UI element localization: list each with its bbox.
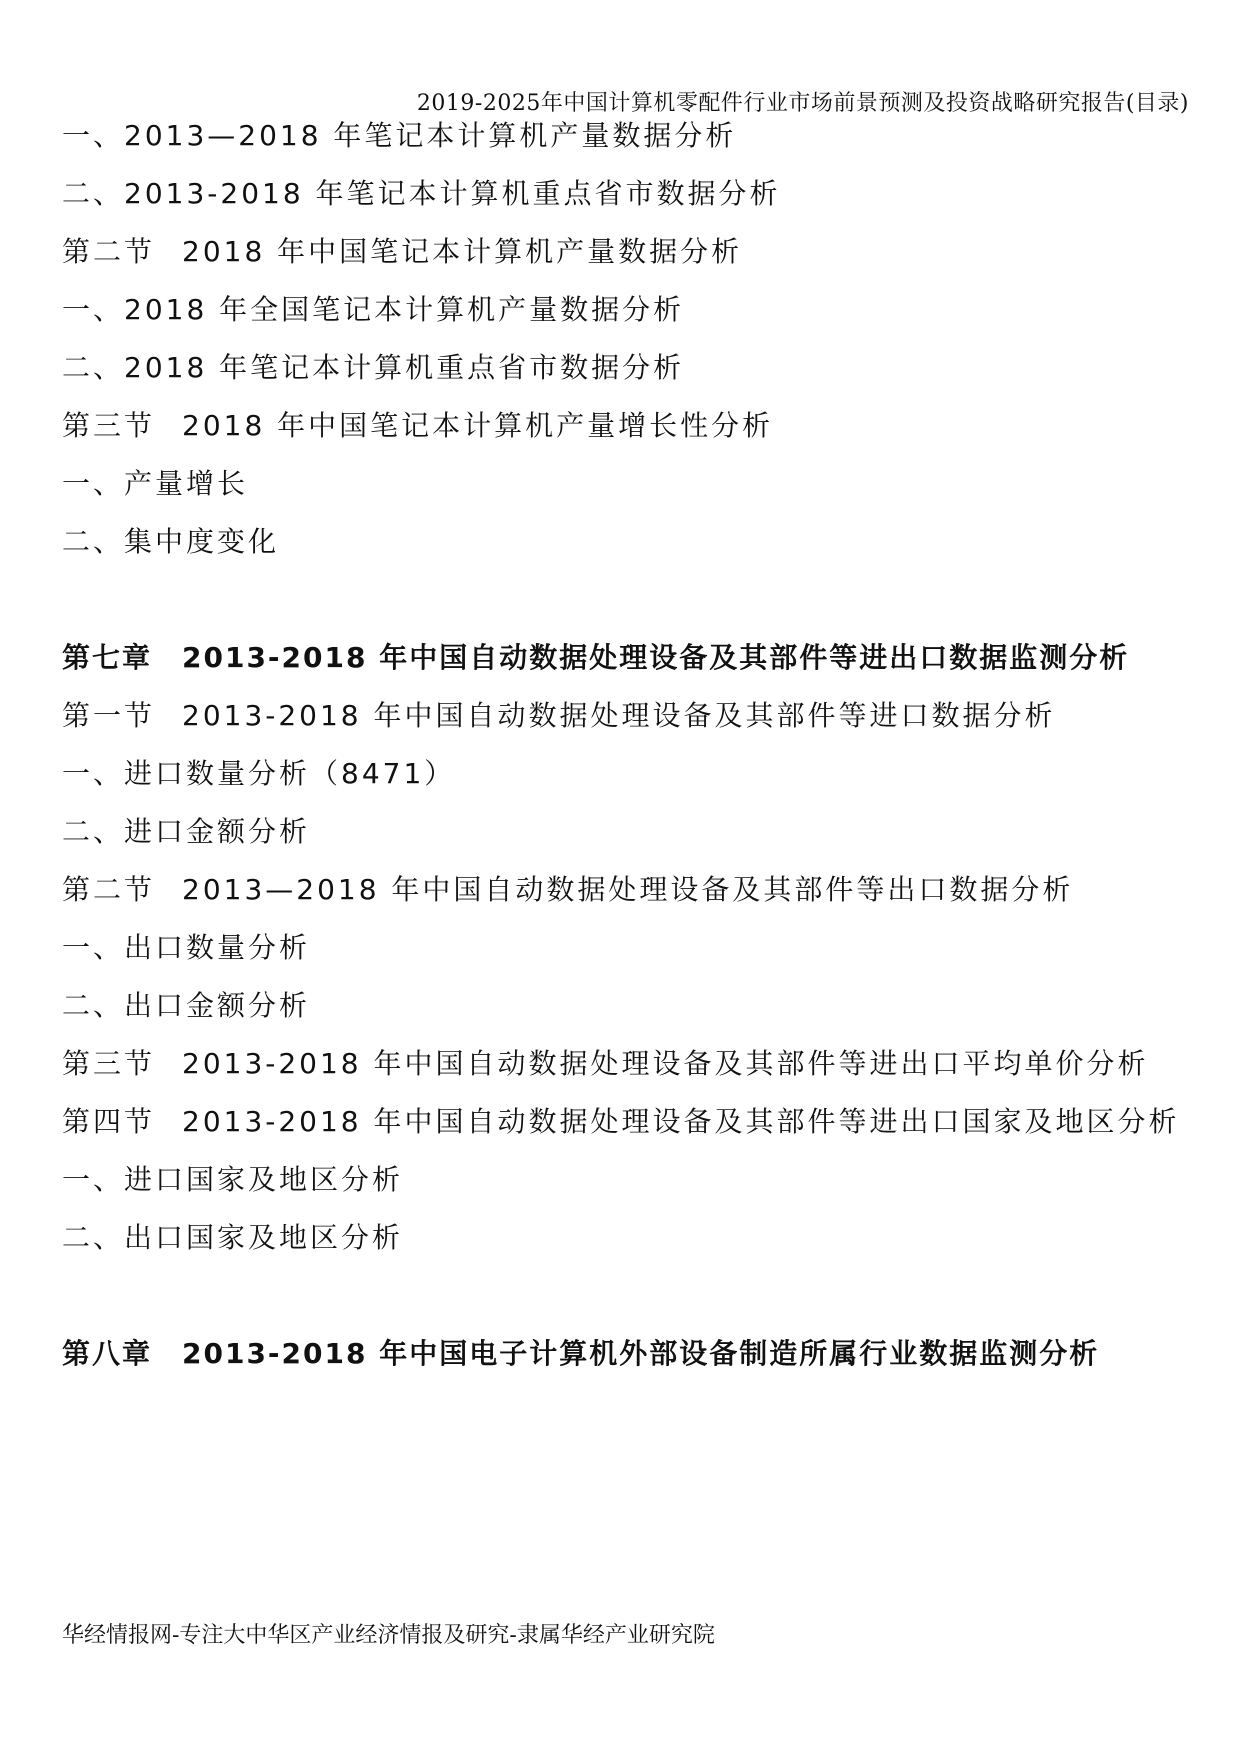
- toc-text: 2013-2018 年中国电子计算机外部设备制造所属行业数据监测分析: [182, 1337, 1100, 1370]
- toc-prefix: 二、: [62, 351, 125, 384]
- toc-prefix: 一、: [62, 757, 125, 790]
- toc-prefix: 第七章: [62, 641, 153, 674]
- toc-item: [62, 351, 685, 384]
- toc-item: [62, 177, 781, 210]
- toc-prefix: 一、: [62, 467, 125, 500]
- toc-item: [62, 467, 249, 500]
- toc-item: [62, 119, 737, 152]
- toc-text: 2013—2018 年中国自动数据处理设备及其部件等出口数据分析: [182, 873, 1074, 906]
- toc-prefix: 一、: [62, 293, 125, 326]
- toc-item: [62, 989, 311, 1022]
- toc-prefix: 二、: [62, 525, 125, 558]
- toc-item: [62, 525, 280, 558]
- toc-text: 2018 年笔记本计算机重点省市数据分析: [124, 351, 685, 384]
- toc-text: 2013-2018 年中国自动数据处理设备及其部件等进出口平均单价分析: [182, 1047, 1149, 1080]
- toc-prefix: 第二节: [62, 873, 156, 906]
- toc-prefix: 第一节: [62, 699, 156, 732]
- toc-prefix: 一、: [62, 1163, 125, 1196]
- toc-text: 进口金额分析: [124, 815, 311, 848]
- page-header-title: 2019-2025年中国计算机零配件行业市场前景预测及投资战略研究报告(目录): [416, 91, 1189, 116]
- toc-text: 2013-2018 年中国自动数据处理设备及其部件等进出口数据监测分析: [182, 641, 1130, 674]
- toc-text: 出口金额分析: [124, 989, 311, 1022]
- toc-prefix: 第三节: [62, 1047, 156, 1080]
- toc-text: 集中度变化: [124, 525, 280, 558]
- toc-prefix: 二、: [62, 815, 125, 848]
- toc-prefix: 二、: [62, 1221, 125, 1254]
- toc-prefix: 第二节: [62, 235, 156, 268]
- toc-prefix: 第八章: [62, 1337, 153, 1370]
- toc-text: 进口数量分析（8471）: [124, 757, 456, 790]
- toc-prefix: 二、: [62, 177, 125, 210]
- toc-text: 2013-2018 年笔记本计算机重点省市数据分析: [124, 177, 781, 210]
- toc-item: [62, 1163, 404, 1196]
- toc-text: 出口数量分析: [124, 931, 311, 964]
- toc-chapter-heading: [62, 1337, 1100, 1370]
- toc-text: 出口国家及地区分析: [124, 1221, 404, 1254]
- toc-prefix: 一、: [62, 931, 125, 964]
- toc-item: [62, 293, 685, 326]
- toc-item: [62, 757, 456, 790]
- toc-text: 2018 年全国笔记本计算机产量数据分析: [124, 293, 685, 326]
- toc-text: 2018 年中国笔记本计算机产量增长性分析: [182, 409, 774, 442]
- toc-section: [62, 235, 743, 268]
- toc-section: [62, 409, 774, 442]
- toc-item: [62, 931, 311, 964]
- toc-prefix: 一、: [62, 119, 125, 152]
- toc-text: 2013—2018 年笔记本计算机产量数据分析: [124, 119, 737, 152]
- toc-prefix: 二、: [62, 989, 125, 1022]
- toc-text: 2013-2018 年中国自动数据处理设备及其部件等进出口国家及地区分析: [182, 1105, 1180, 1138]
- toc-section: [62, 1047, 1149, 1080]
- toc-text: 2018 年中国笔记本计算机产量数据分析: [182, 235, 743, 268]
- toc-prefix: 第四节: [62, 1105, 156, 1138]
- toc-text: 进口国家及地区分析: [124, 1163, 404, 1196]
- toc-item: [62, 1221, 404, 1254]
- toc-item: [62, 815, 311, 848]
- toc-section: [62, 873, 1074, 906]
- page-footer: 华经情报网-专注大中华区产业经济情报及研究-隶属华经产业研究院: [62, 1623, 715, 1648]
- toc-text: 2013-2018 年中国自动数据处理设备及其部件等进口数据分析: [182, 699, 1056, 732]
- toc-section: [62, 699, 1056, 732]
- toc-chapter-heading: [62, 641, 1130, 674]
- toc-text: 产量增长: [124, 467, 249, 500]
- toc-section: [62, 1105, 1180, 1138]
- toc-prefix: 第三节: [62, 409, 156, 442]
